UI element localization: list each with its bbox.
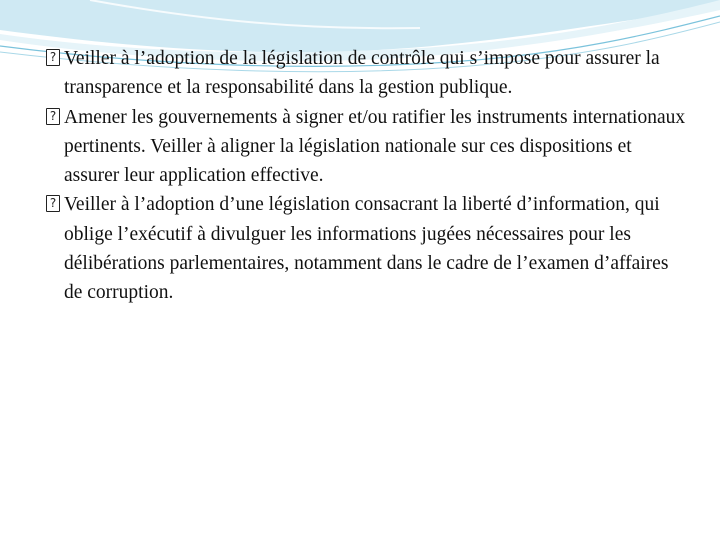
bullet-item (46, 44, 686, 103)
bullet-marker-icon: ? (46, 49, 60, 66)
bullet-item (46, 103, 686, 191)
bullet-text: Veiller à l’adoption de la législation de contrôle qui s’impose pour assurer la transparence et la responsabilité dans la gestion publique. (64, 48, 660, 99)
bullet-list (46, 44, 686, 308)
bullet-text: Amener les gouvernements à signer et/ou ratifier les instruments internationaux pertinents. Veiller à aligner la législation nationale sur ces dispositions et assurer leur application effective. (64, 106, 686, 187)
bullet-marker-icon: ? (46, 195, 60, 212)
bullet-text: Veiller à l’adoption d’une législation consacrant la liberté d’information, qui oblige l’exécutif à divulguer les informations jugées nécessaires pour les délibérations parlementaires, notamment dans le cadre de l’examen d’affaires de corruption. (64, 194, 669, 304)
bullet-item (46, 190, 686, 307)
bullet-marker-icon: ? (46, 108, 60, 125)
